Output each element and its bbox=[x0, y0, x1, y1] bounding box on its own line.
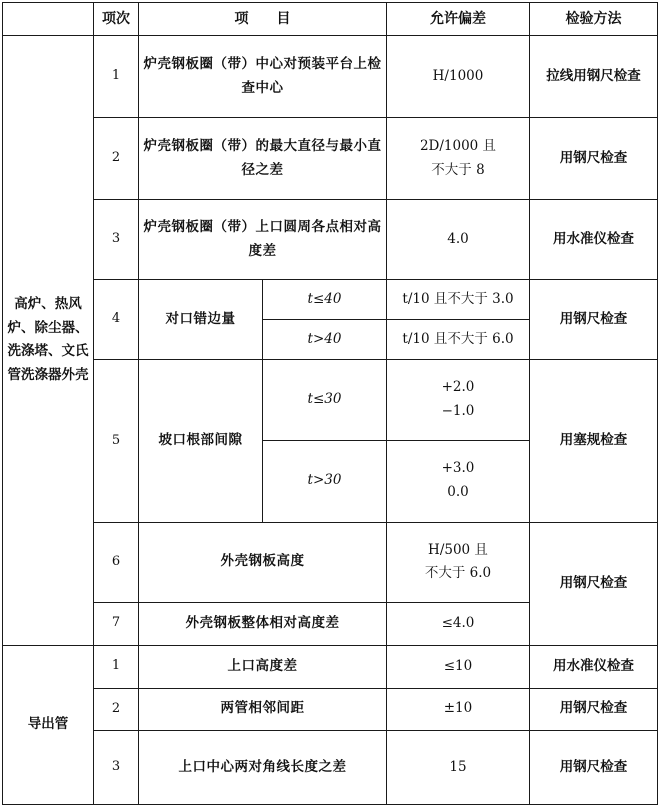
method-cell: 用钢尺检查 bbox=[530, 118, 658, 200]
header-row bbox=[3, 3, 658, 36]
item-cell: 炉壳钢板圈（带）的最大直径与最小直径之差 bbox=[139, 118, 387, 200]
table-row bbox=[3, 522, 658, 602]
condition-cell: t>30 bbox=[263, 440, 387, 522]
item-cell: 两管相邻间距 bbox=[139, 688, 387, 730]
table-row bbox=[3, 730, 658, 804]
tolerance-cell: 4.0 bbox=[387, 200, 530, 280]
header-method: 检验方法 bbox=[530, 3, 658, 36]
method-cell: 用钢尺检查 bbox=[530, 522, 658, 645]
item-cell: 炉壳钢板圈（带）中心对预装平台上检查中心 bbox=[139, 36, 387, 118]
category-cell: 高炉、热风炉、除尘器、洗涤塔、文氏管洗涤器外壳 bbox=[3, 36, 94, 646]
method-cell: 拉线用钢尺检查 bbox=[530, 36, 658, 118]
header-tolerance: 允许偏差 bbox=[387, 3, 530, 36]
tolerance-cell: +2.0 −1.0 bbox=[387, 360, 530, 440]
item-cell: 上口高度差 bbox=[139, 645, 387, 688]
tolerance-cell: H/500 且 不大于 6.0 bbox=[387, 522, 530, 602]
method-cell: 用钢尺检查 bbox=[530, 280, 658, 360]
row-no: 5 bbox=[94, 360, 139, 522]
tolerance-cell: t/10 且不大于 3.0 bbox=[387, 280, 530, 320]
header-no: 项次 bbox=[94, 3, 139, 36]
table-row bbox=[3, 200, 658, 280]
tolerance-cell: 2D/1000 且 不大于 8 bbox=[387, 118, 530, 200]
method-cell: 用钢尺检查 bbox=[530, 730, 658, 804]
header-category bbox=[3, 3, 94, 36]
tolerance-cell: 15 bbox=[387, 730, 530, 804]
tolerance-cell: t/10 且不大于 6.0 bbox=[387, 320, 530, 360]
header-item: 项 目 bbox=[139, 3, 387, 36]
method-cell: 用塞规检查 bbox=[530, 360, 658, 522]
method-cell: 用水准仪检查 bbox=[530, 200, 658, 280]
table-row bbox=[3, 360, 658, 440]
row-no: 6 bbox=[94, 522, 139, 602]
condition-cell: t>40 bbox=[263, 320, 387, 360]
tolerance-cell: ±10 bbox=[387, 688, 530, 730]
item-cell: 外壳钢板高度 bbox=[139, 522, 387, 602]
tolerance-cell: ≤4.0 bbox=[387, 602, 530, 645]
item-cell: 炉壳钢板圈（带）上口圆周各点相对高度差 bbox=[139, 200, 387, 280]
category-cell: 导出管 bbox=[3, 645, 94, 804]
row-no: 3 bbox=[94, 730, 139, 804]
row-no: 2 bbox=[94, 118, 139, 200]
tolerance-cell: +3.0 0.0 bbox=[387, 440, 530, 522]
method-cell: 用钢尺检查 bbox=[530, 688, 658, 730]
tolerance-cell: H/1000 bbox=[387, 36, 530, 118]
table-row bbox=[3, 688, 658, 730]
tolerance-cell: ≤10 bbox=[387, 645, 530, 688]
table-row bbox=[3, 645, 658, 688]
item-cell: 对口错边量 bbox=[139, 280, 263, 360]
item-cell: 上口中心两对角线长度之差 bbox=[139, 730, 387, 804]
row-no: 2 bbox=[94, 688, 139, 730]
item-cell: 坡口根部间隙 bbox=[139, 360, 263, 522]
row-no: 3 bbox=[94, 200, 139, 280]
method-cell: 用水准仪检查 bbox=[530, 645, 658, 688]
table-row bbox=[3, 118, 658, 200]
condition-cell: t≤40 bbox=[263, 280, 387, 320]
item-cell: 外壳钢板整体相对高度差 bbox=[139, 602, 387, 645]
row-no: 1 bbox=[94, 645, 139, 688]
row-no: 1 bbox=[94, 36, 139, 118]
condition-cell: t≤30 bbox=[263, 360, 387, 440]
tolerance-table bbox=[2, 2, 658, 805]
row-no: 7 bbox=[94, 602, 139, 645]
table-row bbox=[3, 36, 658, 118]
row-no: 4 bbox=[94, 280, 139, 360]
table-row bbox=[3, 280, 658, 320]
